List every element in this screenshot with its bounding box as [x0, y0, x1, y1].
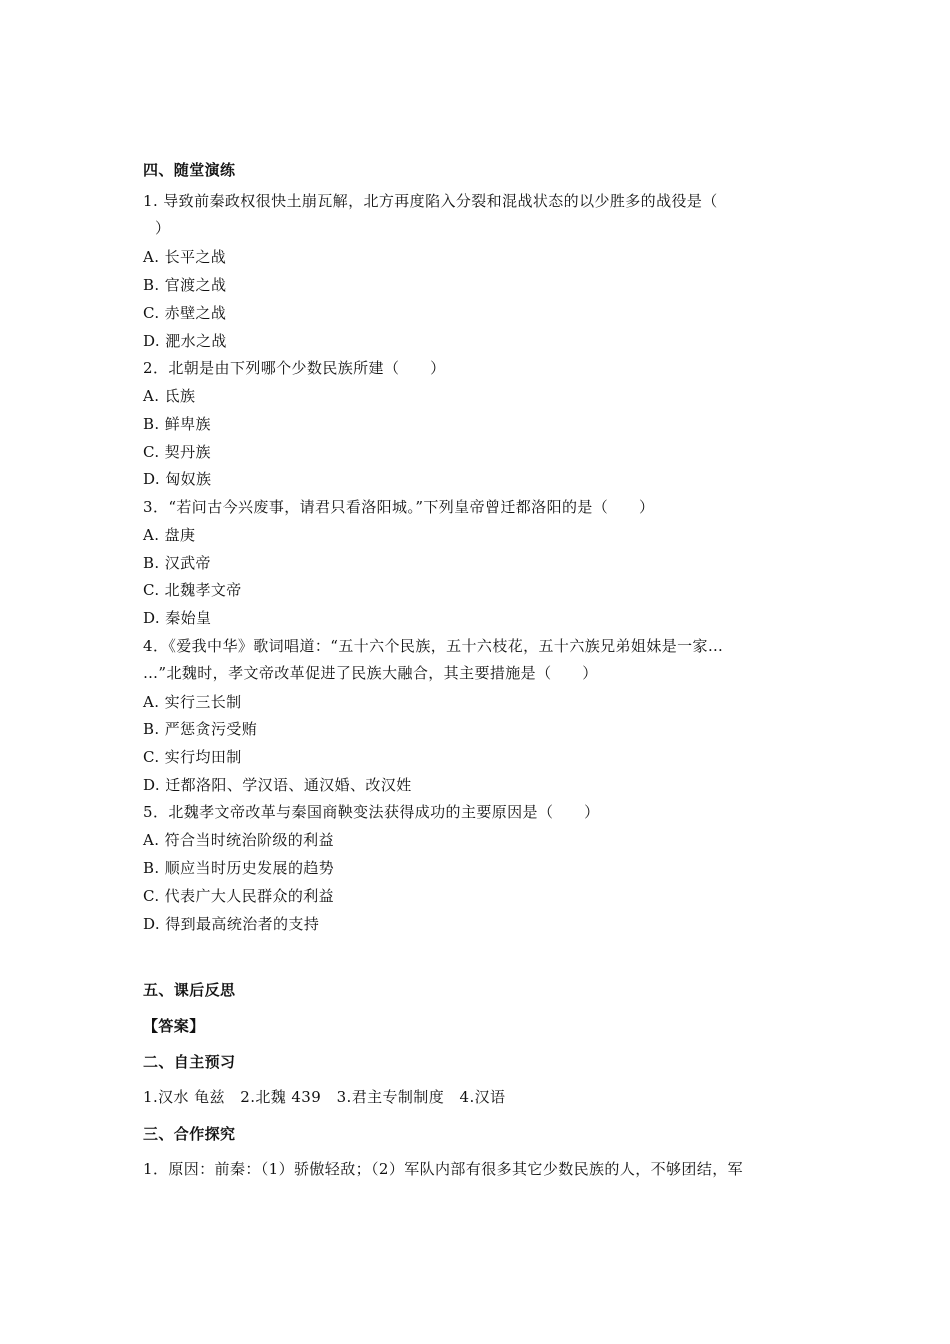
q4-stem-line1: 4．《爱我中华》歌词唱道：“五十六个民族，五十六枝花，五十六族兄弟姐妹是一家…: [143, 637, 724, 655]
q5-option-b: B. 顺应当时历史发展的趋势: [143, 859, 335, 877]
q4-stem-line2: …”北魏时，孝文帝改革促进了民族大融合，其主要措施是（ ）: [143, 664, 598, 682]
q3-option-d: D. 秦始皇: [143, 609, 212, 627]
q1-option-a: A. 长平之战: [143, 248, 227, 266]
answers-section-3-text: 1．原因：前秦：（1）骄傲轻敌；（2）军队内部有很多其它少数民族的人，不够团结，军: [143, 1160, 744, 1178]
q2-stem: 2．北朝是由下列哪个少数民族所建（ ）: [143, 359, 446, 377]
q2-option-a: A. 氐族: [143, 387, 196, 405]
q2-option-b: B. 鲜卑族: [143, 415, 211, 433]
q5-option-a: A. 符合当时统治阶级的利益: [143, 831, 334, 849]
q3-option-b: B. 汉武帝: [143, 554, 211, 572]
answers-section-3-heading: 三、合作探究: [143, 1125, 236, 1143]
q2-option-d: D. 匈奴族: [143, 470, 212, 488]
q4-option-d: D. 迁都洛阳、学汉语、通汉婚、改汉姓: [143, 776, 412, 794]
q1-stem-line1: 1. 导致前秦政权很快土崩瓦解，北方再度陷入分裂和混战状态的以少胜多的战役是（: [143, 192, 718, 210]
q1-option-c: C. 赤壁之战: [143, 304, 227, 322]
answers-section-2-heading: 二、自主预习: [143, 1053, 236, 1071]
q4-option-a: A. 实行三长制: [143, 693, 242, 711]
q5-option-c: C. 代表广大人民群众的利益: [143, 887, 335, 905]
q3-stem: 3．“若问古今兴废事，请君只看洛阳城。”下列皇帝曾迁都洛阳的是（ ）: [143, 498, 655, 516]
q1-option-b: B. 官渡之战: [143, 276, 227, 294]
answers-heading: 【答案】: [143, 1017, 205, 1035]
q3-option-a: A. 盘庚: [143, 526, 196, 544]
answers-section-2-text: 1.汉水 龟兹 2.北魏 439 3.君主专制制度 4.汉语: [143, 1088, 506, 1106]
q3-option-c: C. 北魏孝文帝: [143, 581, 242, 599]
q1-stem-line2: ）: [155, 219, 171, 237]
q1-option-d: D. 淝水之战: [143, 332, 227, 350]
q5-option-d: D. 得到最高统治者的支持: [143, 915, 320, 933]
q2-option-c: C. 契丹族: [143, 443, 211, 461]
section-5-heading: 五、课后反思: [143, 981, 236, 999]
section-4-heading: 四、随堂演练: [143, 161, 236, 179]
q5-stem: 5．北魏孝文帝改革与秦国商鞅变法获得成功的主要原因是（ ）: [143, 803, 600, 821]
q4-option-b: B. 严惩贪污受贿: [143, 720, 258, 738]
q4-option-c: C. 实行均田制: [143, 748, 242, 766]
